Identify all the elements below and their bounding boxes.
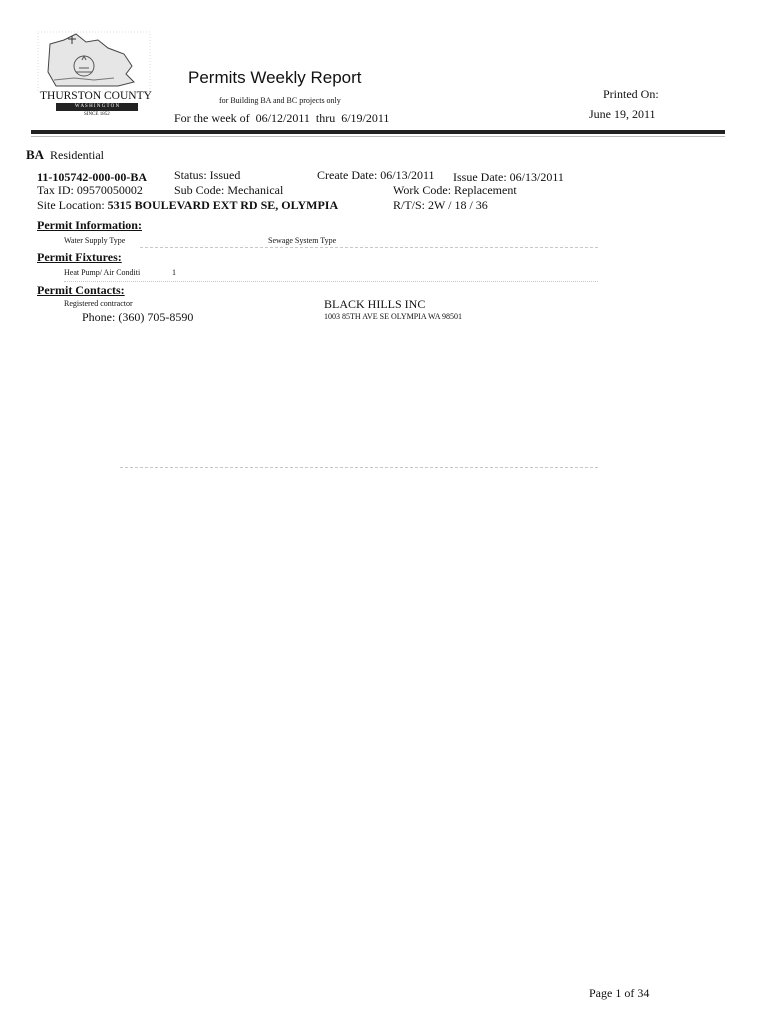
contact-address: 1003 85TH AVE SE OLYMPIA WA 98501 xyxy=(324,312,463,321)
permit-status: Status: Issued xyxy=(174,168,241,182)
permit-issue-date: Issue Date: 06/13/2011 xyxy=(453,170,564,184)
fixture-label: Heat Pump/ Air Conditi xyxy=(64,268,141,277)
permit-fixtures-header: Permit Fixtures: xyxy=(37,250,122,264)
permit-create-date: Create Date: 06/13/2011 xyxy=(317,168,435,182)
logo-state: W A S H I N G T O N xyxy=(56,103,138,111)
report-subtitle: for Building BA and BC projects only xyxy=(219,96,341,105)
logo-name: THURSTON COUNTY xyxy=(40,90,152,102)
site-value: 5315 BOULEVARD EXT RD SE, OLYMPIA xyxy=(107,198,339,212)
site-label: Site Location: xyxy=(37,198,108,212)
permit-information-header: Permit Information: xyxy=(37,218,142,232)
sewage-system-label: Sewage System Type xyxy=(268,236,337,245)
page-number: Page 1 of 34 xyxy=(589,986,650,1000)
contact-role: Registered contractor xyxy=(64,299,133,308)
permit-work-code: Work Code: Replacement xyxy=(393,183,517,197)
report-week: For the week of 06/12/2011 thru 6/19/2011 xyxy=(174,111,390,125)
permit-tax-id: Tax ID: 09570050002 xyxy=(37,183,143,197)
contact-company: BLACK HILLS INC xyxy=(324,297,426,311)
permit-contacts-header: Permit Contacts: xyxy=(37,283,125,297)
section-name: Residential xyxy=(50,148,104,162)
permit-rts: R/T/S: 2W / 18 / 36 xyxy=(393,198,488,212)
fixtures-divider xyxy=(64,281,598,282)
information-divider xyxy=(140,247,598,248)
record-separator xyxy=(120,467,598,468)
logo-since: SINCE 1852 xyxy=(84,112,110,117)
report-title: Permits Weekly Report xyxy=(188,68,362,87)
permit-number: 11-105742-000-00-BA xyxy=(37,170,147,184)
fixture-value: 1 xyxy=(172,268,176,277)
printed-date: June 19, 2011 xyxy=(589,107,656,121)
section-code: BA xyxy=(26,147,45,162)
printed-label: Printed On: xyxy=(603,87,659,101)
contact-phone: Phone: (360) 705-8590 xyxy=(82,310,194,324)
header-rule xyxy=(31,130,725,134)
permit-sub-code: Sub Code: Mechanical xyxy=(174,183,284,197)
permit-site-location xyxy=(37,198,338,213)
water-supply-label: Water Supply Type xyxy=(64,236,126,245)
header-thin-rule xyxy=(31,136,725,137)
county-logo xyxy=(34,30,152,120)
